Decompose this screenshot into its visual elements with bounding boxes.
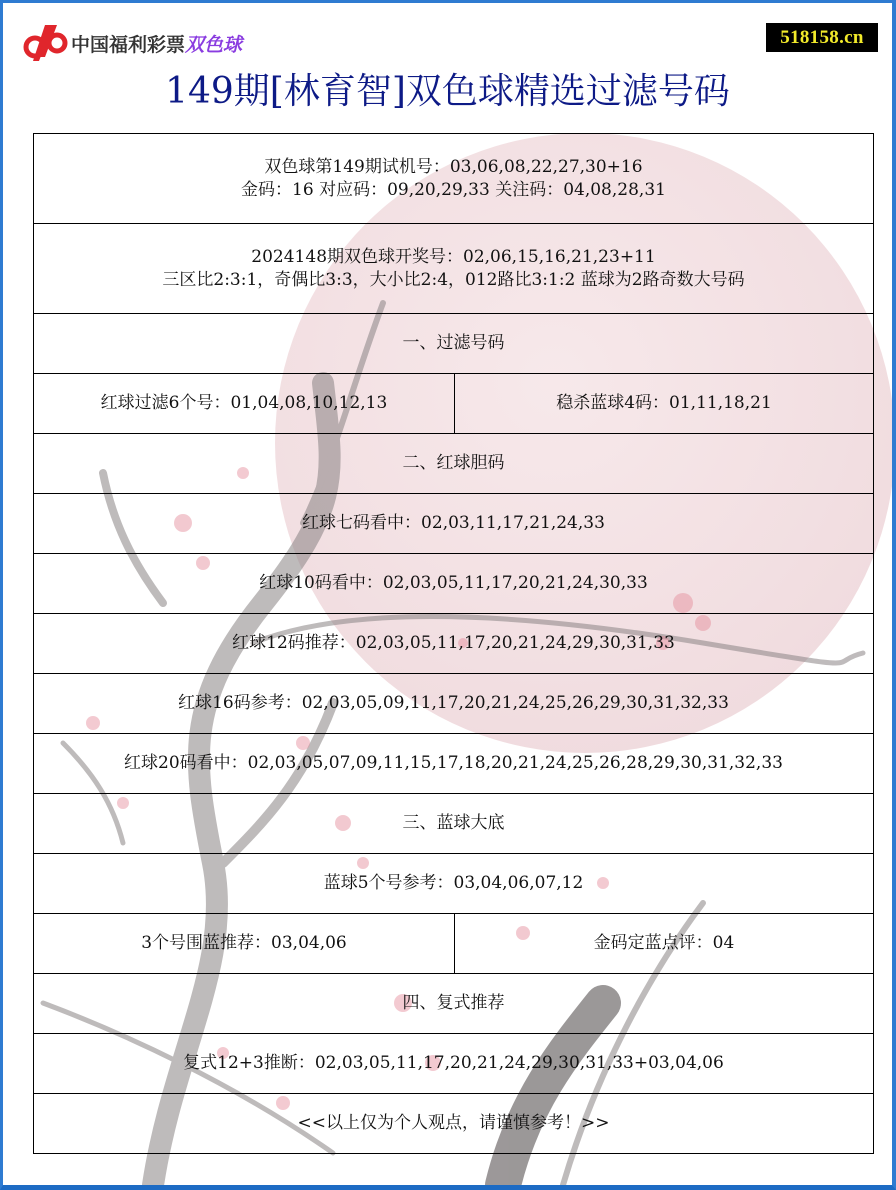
site-badge: 518158.cn (766, 23, 878, 52)
table-row (34, 674, 873, 734)
table-row-trial (34, 134, 873, 224)
draw-analysis: 三区比2:3:1，奇偶比3:3，大小比2:4，012路比3:1:2 蓝球为2路奇数大号码 (162, 269, 745, 290)
table-row-last-draw (34, 224, 873, 314)
section-heading-combo: 四、复式推荐 (402, 993, 505, 1013)
table-row-heading (34, 314, 873, 374)
section-heading-filter: 一、过滤号码 (402, 333, 505, 353)
last-draw-numbers: 2024148期双色球开奖号：02,06,15,16,21,23+11 (251, 246, 656, 267)
red-sixteen-cell: 红球16码参考：02,03,05,09,11,17,20,21,24,25,26,29,30,31,32,33 (178, 693, 729, 713)
table-row (34, 374, 873, 434)
section-heading-blue-base: 三、蓝球大底 (402, 813, 505, 833)
red-seven-cell: 红球七码看中：02,03,11,17,21,24,33 (302, 513, 605, 533)
logo-highlight-text: 双色球 (185, 33, 243, 56)
table-row (34, 734, 873, 794)
table-row (34, 914, 873, 974)
disclaimer-note: <<以上仅为个人观点，请谨慎参考！>> (297, 1113, 610, 1133)
table-row-heading (34, 974, 873, 1034)
logo-text: 中国福利彩票 (71, 33, 186, 56)
red-twelve-cell: 红球12码推荐：02,03,05,11,17,20,21,24,29,30,31,33 (232, 633, 675, 653)
page-title: 149期[林育智]双色球精选过滤号码 (165, 71, 730, 112)
combo-cell: 复式12+3推断：02,03,05,11,17,20,21,24,29,30,31,33+03,04,06 (183, 1053, 724, 1073)
table-row (34, 1034, 873, 1094)
blue-five-cell: 蓝球5个号参考：03,04,06,07,12 (323, 873, 584, 893)
red-ten-cell: 红球10码看中：02,03,05,11,17,20,21,24,30,33 (259, 573, 648, 593)
table-row-heading (34, 434, 873, 494)
table-row-heading (34, 794, 873, 854)
blue-kill-cell: 稳杀蓝球4码：01,11,18,21 (454, 374, 873, 433)
trial-cell (34, 134, 873, 223)
prediction-table (33, 133, 874, 1154)
blue-three-cell: 3个号围蓝推荐：03,04,06 (141, 933, 347, 953)
red-twenty-cell: 红球20码看中：02,03,05,07,09,11,15,17,18,20,21,24,25,26,28,29,30,31,32,33 (124, 753, 783, 773)
lottery-logo-icon (23, 23, 69, 63)
last-draw-cell (34, 224, 873, 313)
table-row-footer (34, 1094, 873, 1154)
trial-numbers: 双色球第149期试机号：03,06,08,22,27,30+16 (264, 156, 643, 177)
blue-gold-cell: 金码定蓝点评：04 (454, 914, 873, 973)
table-row (34, 614, 873, 674)
section-heading-red-dan: 二、红球胆码 (402, 453, 505, 473)
table-row (34, 854, 873, 914)
table-row (34, 554, 873, 614)
welfare-lottery-logo (23, 23, 242, 63)
table-row (34, 494, 873, 554)
red-filter-cell: 红球过滤6个号：01,04,08,10,12,13 (100, 393, 388, 413)
gold-codes: 金码：16 对应码：09,20,29,33 关注码：04,08,28,31 (241, 179, 666, 200)
